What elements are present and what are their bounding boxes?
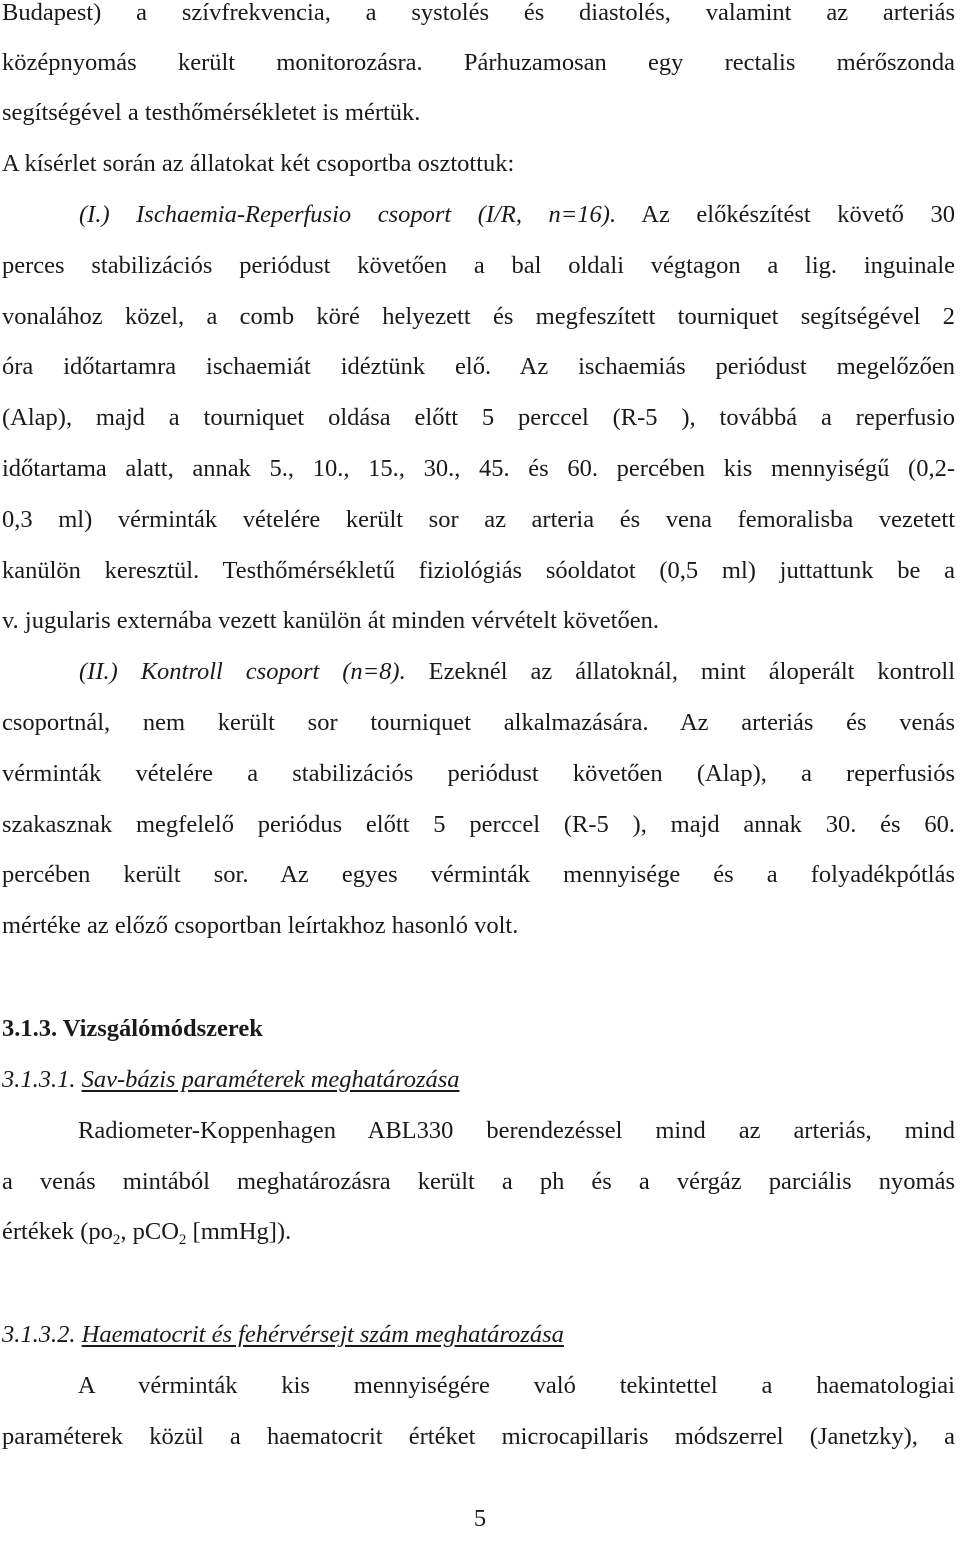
subscript: 2 bbox=[112, 1232, 121, 1248]
body-text-line: kanülön keresztül. Testhőmérsékletű fiziológiás sóoldatot (0,5 ml) juttattunk be a bbox=[2, 557, 955, 584]
body-text-line: segítségével a testhőmérsékletet is mértük. bbox=[2, 99, 421, 126]
body-text-line: A kísérlet során az állatokat két csoportba osztottuk: bbox=[2, 150, 515, 177]
page-number: 5 bbox=[473, 1505, 487, 1532]
body-text-line: Budapest) a szívfrekvencia, a systolés és diastolés, valamint az arteriás bbox=[2, 0, 955, 26]
body-text-line: szakasznak megfelelő periódus előtt 5 perccel (R-5 ), majd annak 30. és 60. bbox=[2, 811, 955, 838]
body-text-line: v. jugularis externába vezett kanülön át minden vérvételt követően. bbox=[2, 607, 659, 634]
body-text-line: vérminták vételére a stabilizációs periódust követően (Alap), a reperfusiós bbox=[2, 760, 955, 787]
body-text-line: vonalához közel, a comb köré helyezett és megfeszített tourniquet segítségével 2 bbox=[2, 303, 955, 330]
subsection-number: 3.1.3.1. bbox=[2, 1066, 76, 1093]
group-description-line bbox=[79, 200, 955, 230]
subsection-title: Haematocrit és fehérvérsejt szám meghatározása bbox=[81, 1321, 564, 1348]
body-text-line: Radiometer-Koppenhagen ABL330 berendezéssel mind az arteriás, mind bbox=[78, 1117, 955, 1144]
body-text-line: csoportnál, nem került sor tourniquet alkalmazására. Az arteriás és venás bbox=[2, 709, 955, 736]
body-text-line: percében került sor. Az egyes vérminták mennyisége és a folyadékpótlás bbox=[2, 861, 955, 888]
body-text-line: időtartama alatt, annak 5., 10., 15., 30., 45. és 60. percében kis mennyiségű (0,2- bbox=[2, 455, 955, 482]
group-heading: (II.) Kontroll csoport (n=8). bbox=[79, 658, 406, 685]
body-text-line bbox=[2, 1217, 955, 1255]
body-text-run: Az előkészítést követő 30 bbox=[616, 201, 955, 228]
group-description-line bbox=[79, 657, 955, 687]
body-text-run: értékek (po bbox=[2, 1218, 113, 1245]
body-text-line: óra időtartamra ischaemiát idéztünk elő. Az ischaemiás periódust megelőzően bbox=[2, 353, 955, 380]
body-text-line: középnyomás került monitorozásra. Párhuzamosan egy rectalis mérőszonda bbox=[2, 49, 955, 76]
body-text-line: A vérminták kis mennyiségére való tekintettel a haematologiai bbox=[78, 1372, 955, 1399]
body-text-line: a venás mintából meghatározásra került a ph és a vérgáz parciális nyomás bbox=[2, 1168, 955, 1195]
subsection-heading bbox=[2, 1065, 955, 1095]
subscript: 2 bbox=[178, 1232, 187, 1248]
subsection-number: 3.1.3.2. bbox=[2, 1321, 76, 1348]
group-heading: (I.) Ischaemia-Reperfusio csoport (I/R, n=16). bbox=[79, 201, 617, 228]
section-heading: 3.1.3. Vizsgálómódszerek bbox=[2, 1015, 263, 1042]
body-text-line: mértéke az előző csoportban leírtakhoz hasonló volt. bbox=[2, 912, 519, 939]
body-text-run: , pCO bbox=[120, 1218, 179, 1245]
body-text-line: paraméterek közül a haematocrit értéket microcapillaris módszerrel (Janetzky), a bbox=[2, 1423, 955, 1450]
body-text-line: perces stabilizációs periódust követően a bal oldali végtagon a lig. inguinale bbox=[2, 252, 955, 279]
subsection-heading bbox=[2, 1320, 955, 1350]
body-text-run: [mmHg]). bbox=[186, 1218, 292, 1245]
body-text-run: Ezeknél az állatoknál, mint áloperált kontroll bbox=[405, 658, 956, 685]
body-text-line: (Alap), majd a tourniquet oldása előtt 5 perccel (R-5 ), továbbá a reperfusio bbox=[2, 404, 955, 431]
body-text-line: 0,3 ml) vérminták vételére került sor az arteria és vena femoralisba vezetett bbox=[2, 506, 955, 533]
subsection-title: Sav-bázis paraméterek meghatározása bbox=[81, 1066, 460, 1093]
